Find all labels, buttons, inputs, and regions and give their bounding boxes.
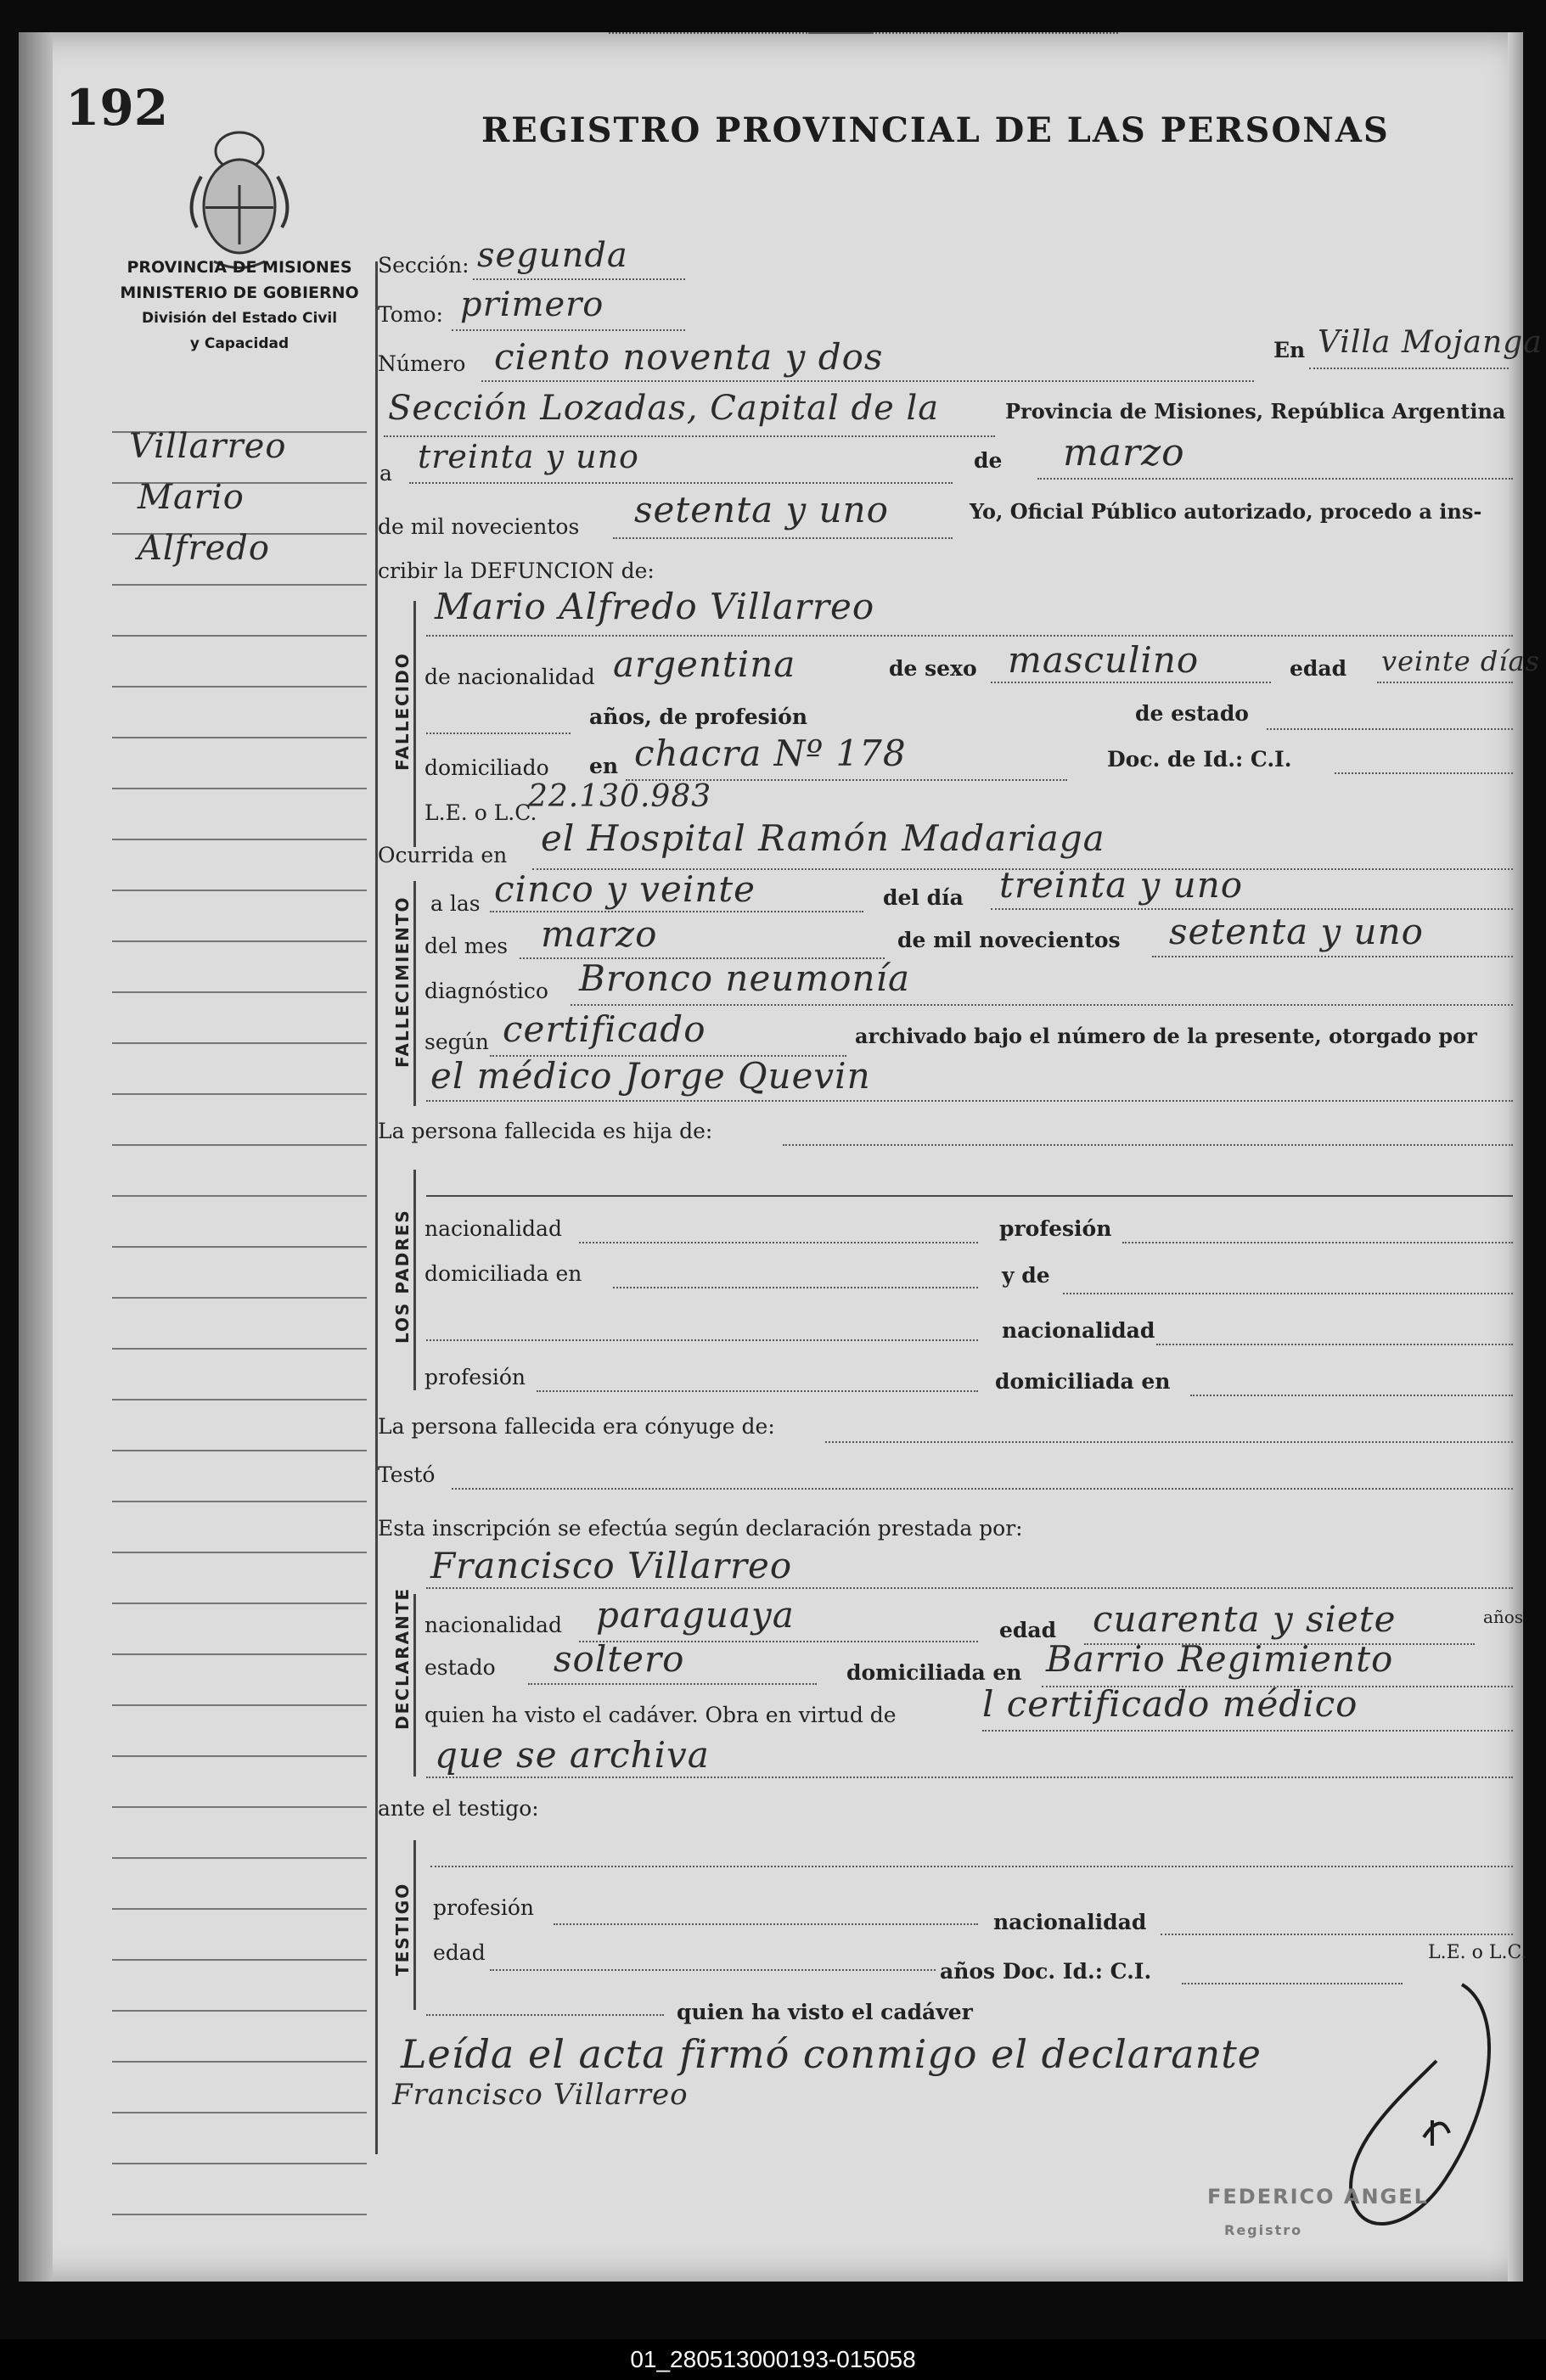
sidebar-rule	[112, 1653, 367, 1655]
label-quien-visto: quien ha visto el cadáver. Obra en virtud de	[424, 1703, 897, 1727]
value-mes: marzo	[1063, 431, 1185, 474]
sidebar-rule	[112, 1704, 367, 1706]
label-del-mes: del mes	[424, 934, 509, 958]
issuer-capacity: y Capacidad	[189, 335, 290, 352]
label-ocurrida-en: Ocurrida en	[378, 843, 508, 867]
official-stamp	[1207, 2180, 1429, 2248]
label-segun: según	[424, 1030, 489, 1054]
value-sexo: masculino	[1008, 639, 1200, 681]
value-tomo: primero	[460, 285, 604, 324]
label-doc-id: Doc. de Id.: C.I.	[1107, 747, 1292, 772]
label-conyuge: La persona fallecida era cónyuge de:	[378, 1414, 775, 1439]
value-hora: cinco y veinte	[494, 868, 756, 910]
sidebar-rule	[112, 788, 367, 789]
sidebar-rule	[112, 2061, 367, 2063]
value-seccion: segunda	[477, 236, 628, 275]
value-nombre: Mario Alfredo Villarreo	[435, 586, 875, 627]
sidebar-rule	[112, 1093, 367, 1095]
value-numero: ciento noventa y dos	[494, 336, 884, 378]
label-de-mil-novecientos: de mil novecientos	[378, 514, 580, 539]
label-quien-visto2: quien ha visto el cadáver	[677, 2000, 973, 2024]
closing-handwriting: Leída el acta firmó conmigo el declarante	[401, 2031, 1262, 2077]
label-edad3: edad	[433, 1940, 486, 1965]
sidebar-rule	[112, 1144, 367, 1146]
value-decl-domicilio: Barrio Regimiento	[1046, 1638, 1394, 1680]
value-decl-edad: cuarenta y siete	[1093, 1598, 1397, 1640]
sidebar-rule	[112, 635, 367, 637]
page-number: 192	[65, 79, 169, 137]
sidebar-rule	[112, 737, 367, 738]
margin-surname: Villarreo	[129, 427, 287, 466]
value-domicilio: chacra Nº 178	[634, 733, 907, 774]
label-en2: en	[589, 754, 619, 778]
sidebar-rule	[112, 2163, 367, 2164]
value-obra-cont: que se archiva	[435, 1734, 710, 1776]
sidebar-rule	[112, 1552, 367, 1553]
sidebar-rule	[112, 1603, 367, 1604]
label-edad2: edad	[999, 1618, 1057, 1642]
label-estado: estado	[424, 1655, 496, 1680]
issuer-block	[99, 255, 379, 356]
sidebar-rule	[112, 2112, 367, 2113]
sidebar-rule	[112, 1806, 367, 1808]
value-ocurrida: el Hospital Ramón Madariaga	[541, 817, 1105, 859]
sidebar-rule	[112, 1450, 367, 1451]
value-decl-estado: soltero	[554, 1638, 685, 1680]
label-y-de: y de	[1002, 1263, 1050, 1288]
value-edad: veinte días	[1381, 645, 1541, 677]
label-provincia: Provincia de Misiones, República Argentina	[1005, 399, 1506, 424]
value-segun: certificado	[503, 1008, 706, 1050]
value-le: 22.130.983	[528, 779, 712, 814]
label-del-dia: del día	[883, 885, 964, 910]
value-anio-fall: setenta y uno	[1169, 911, 1424, 952]
label-edad: edad	[1290, 656, 1347, 681]
sidebar-rule	[112, 2010, 367, 2012]
sidebar-rule	[112, 584, 367, 586]
label-archivado: archivado bajo el número de la presente, otorgado por	[855, 1024, 1477, 1048]
label-le-lc: L.E. o L.C.	[424, 800, 537, 825]
label-diagnostico: diagnóstico	[424, 979, 548, 1003]
label-inscripcion: Esta inscripción se efectúa según declaración prestada por:	[378, 1516, 1023, 1541]
sidebar-rule	[112, 1755, 367, 1757]
value-dia-fall: treinta y uno	[999, 864, 1244, 906]
label-anos: años	[1483, 1607, 1524, 1627]
value-en: Villa Mojanga	[1318, 325, 1543, 360]
sidebar-rule	[112, 1857, 367, 1859]
label-cribir: cribir la DEFUNCION de:	[378, 559, 655, 583]
label-de-nacionalidad: de nacionalidad	[424, 665, 595, 689]
sidebar-rule	[112, 1246, 367, 1248]
stamp-name: FEDERICO ANGEL	[1207, 2185, 1429, 2209]
label-seccion: Sección:	[378, 253, 469, 278]
label-nacionalidad4: nacionalidad	[993, 1910, 1147, 1934]
page-binding	[19, 32, 53, 2282]
label-profesion3: profesión	[433, 1895, 535, 1920]
value-obra-en-virtud: l certificado médico	[982, 1683, 1358, 1725]
section-label-fallecimiento: FALLECIMIENTO	[392, 895, 413, 1068]
label-profesion2: profesión	[424, 1365, 526, 1389]
margin-second-name: Alfredo	[138, 529, 270, 568]
page-title: REGISTRO PROVINCIAL DE LAS PERSONAS	[481, 110, 1390, 150]
value-declarante: Francisco Villarreo	[430, 1545, 793, 1586]
declarant-signature: Francisco Villarreo	[392, 2078, 689, 2112]
label-anos-de-profesion: años, de profesión	[589, 704, 808, 729]
sidebar-rule	[112, 1042, 367, 1044]
sidebar-rule	[112, 991, 367, 993]
label-nacionalidad2: nacionalidad	[1002, 1318, 1155, 1343]
label-hija-de: La persona fallecida es hija de:	[378, 1119, 713, 1143]
sidebar-rule	[112, 1959, 367, 1961]
sidebar-rule	[112, 2214, 367, 2215]
label-de-sexo: de sexo	[889, 656, 977, 681]
margin-first-name: Mario	[138, 478, 245, 517]
certificate-page	[19, 32, 1543, 2282]
label-de: de	[974, 448, 1003, 473]
label-domiciliada-en: domiciliada en	[424, 1261, 582, 1286]
issuer-ministry: MINISTERIO DE GOBIERNO	[120, 283, 359, 302]
sidebar-rule	[112, 1297, 367, 1299]
label-nacionalidad: nacionalidad	[424, 1216, 562, 1241]
label-domiciliada-en2: domiciliada en	[995, 1369, 1171, 1394]
label-tomo: Tomo:	[378, 302, 443, 327]
issuer-province: PROVINCIA DE MISIONES	[126, 258, 352, 277]
label-nacionalidad3: nacionalidad	[424, 1613, 562, 1637]
sidebar-rule	[112, 1908, 367, 1910]
label-a: a	[379, 461, 392, 486]
sidebar-rule	[112, 1501, 367, 1502]
value-dia: treinta y uno	[418, 438, 639, 475]
label-en: En	[1273, 338, 1306, 362]
value-decl-nacionalidad: paraguaya	[596, 1594, 795, 1636]
label-le-lc2: L.E. o L.C.	[1428, 1942, 1527, 1963]
value-diagnostico: Bronco neumonía	[579, 957, 911, 999]
label-testo: Testó	[378, 1462, 436, 1487]
value-mes-fall: marzo	[541, 913, 658, 955]
section-label-testigo: TESTIGO	[392, 1882, 413, 1976]
label-anos-doc: años Doc. Id.: C.I.	[940, 1959, 1152, 1984]
label-yo-oficial: Yo, Oficial Público autorizado, procedo a ins-	[970, 499, 1482, 524]
main-vertical-rule	[375, 261, 378, 2154]
sidebar-rule	[112, 1348, 367, 1350]
stamp-registro: Registro	[1224, 2222, 1303, 2238]
label-numero: Número	[378, 351, 466, 376]
label-de-mil-novecientos2: de mil novecientos	[897, 928, 1121, 952]
section-label-los-padres: LOS PADRES	[392, 1209, 413, 1344]
sidebar-rule	[112, 839, 367, 840]
sidebar-rule	[112, 890, 367, 891]
label-domiciliado: domiciliado	[424, 755, 549, 780]
sidebar-rule	[112, 1195, 367, 1197]
value-medico: el médico Jorge Quevin	[430, 1055, 871, 1097]
issuer-division: División del Estado Civil	[141, 310, 338, 327]
value-anio: setenta y uno	[634, 489, 889, 530]
label-de-estado: de estado	[1135, 701, 1249, 726]
label-ante-testigo: ante el testigo:	[378, 1796, 539, 1821]
sidebar-rule	[112, 940, 367, 942]
section-label-declarante: DECLARANTE	[392, 1586, 413, 1730]
sidebar-rule	[112, 686, 367, 688]
label-domiciliada-en3: domiciliada en	[846, 1660, 1022, 1685]
label-a-las: a las	[430, 891, 481, 916]
section-label-fallecido: FALLECIDO	[392, 652, 413, 771]
value-seccion-line: Sección Lozadas, Capital de la	[388, 389, 940, 428]
sidebar-rule	[112, 1399, 367, 1400]
file-id-footer: 01_280513000193-015058	[0, 2339, 1546, 2380]
value-nacionalidad: argentina	[613, 643, 796, 685]
label-profesion: profesión	[999, 1216, 1112, 1241]
